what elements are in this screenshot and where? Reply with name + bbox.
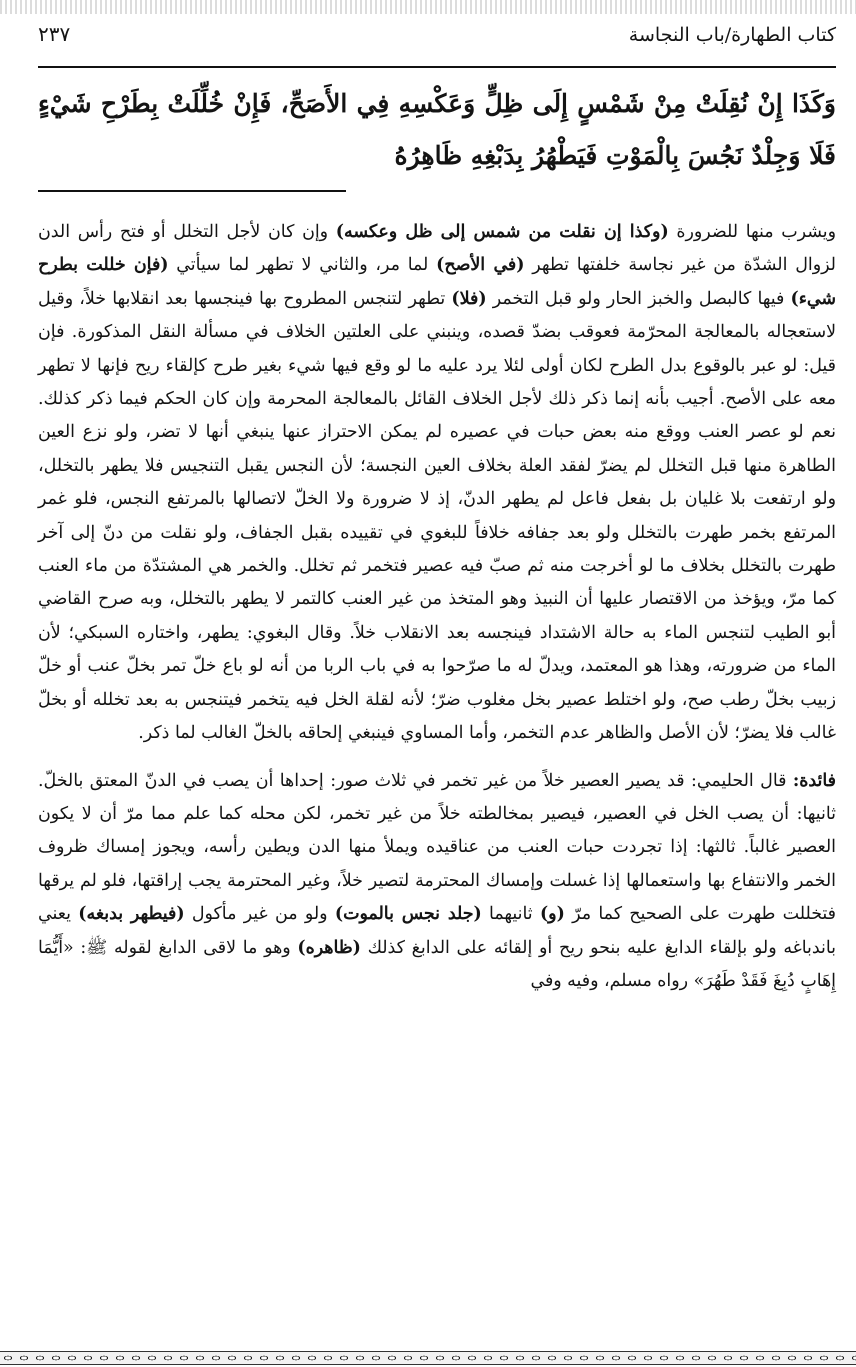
commentary-text: فيها كالبصل والخبز الحار ولو قبل التخمر [486, 288, 791, 309]
matn-quote: (فيطهر بدبغه) [78, 904, 185, 925]
top-ornamental-border [0, 0, 856, 14]
commentary-text: قال الحليمي: قد يصير العصير خلاً من غير تخمر في ثلاث صور: إحداها أن يصب في الدنّ المعتق بالخلّ. ثانيها: أن يصب الخل في العصير، فيصير بمخالطته خلاً من غير تخمر، لكن محله كما علم مما مرّ أن لا يكون العصير غالباً. ثالثها: إذا تجردت حبات العنب من عناقيده ويملأ منها الدن ويطين رأسه، ويجوز إمساك ظروف الخمر والانتفاع بها واستعمالها إذا غسلت وإمساك المحترمة لتصير خلاً، وغير المحترمة يجب إراقتها، فلو لم يرقها فتخللت طهرت على الصحيح كما مرّ [38, 770, 836, 925]
matn-text: وَكَذَا إِنْ نُقِلَتْ مِنْ شَمْسٍ إِلَى ظِلٍّ وَعَكْسِهِ فِي الأَصَحِّ، فَإِنْ خُلِّلَتْ بِطَرْحِ شَيْءٍ فَلَا وَجِلْدٌ نَجُسَ بِالْمَوْتِ فَيَطْهُرُ بِدَبْغِهِ ظَاهِرُهُ [38, 89, 836, 170]
commentary [38, 216, 836, 998]
faida-body [38, 771, 836, 991]
commentary-text: تطهر لتنجس المطروح بها فينجسها بعد انقلابها خلاً، وقيل لاستعجاله بالمعالجة المحرّمة فعوقب بضدّ قصده، وينبني على العلتين الخلاف في مسألة النقل المذكورة. فإن قيل: لو عبر بالوقوع بدل الطرح لكان أولى لئلا يرد عليه ما لو وقع فيها شيء بغير طرح كإلقاء ريح فإنها لا تطهر معه على الأصح. أجيب بأنه إنما ذكر ذلك لأجل الخلاف القائل بالمعالجة المحرمة وإن كان الحكم فيما ذكر كذلك. نعم لو عصر العنب ووقع منه بعض حبات في عصيره لم يمكن الاحتراز عنها ينبغي أنها لا تضر، ولو نزع العين الطاهرة منها قبل التخلل لم يضرّ لفقد العلة بخلاف العين النجسة؛ لأن النجس يقبل التنجيس فلا يطهر بالتخلل، ولو ارتفعت بلا غليان بل بفعل فاعل لم يطهر الدنّ، إذ لا ضرورة ولا الخلّ لاتصالها بالمرتفع النجس، فلو غمر المرتفع بخمر طهرت بالتخلل ولو بعد جفافه خلافاً للبغوي في تقييده بقبل الجفاف، ولو نقلت من دنّ إلى آخر طهرت بالتخلل بخلاف ما لو أخرجت منه ثم صبّ فيه عصير فتخمر ثم تخلل. والخمر هي المشتدّة من ماء العنب كما مرّ، ويؤخذ من الاقتصار عليها أن النبيذ وهو المتخذ من غير العنب كالتمر لا يطهر بالتخلل، وبه صرح القاضي أبو الطيب لتنجس الماء به حالة الاشتداد فينجسه بعد الانقلاب خلاً. وقال البغوي: يطهر، واختاره السبكي؛ لأن الماء من ضرورته، وهذا هو المعتمد، ويدلّ له ما صرّحوا به في باب الربا من أنه لو باع خلّ تمر بخلّ عنب أو خلّ زبيب بخلّ رطب صح، ولو اختلط عصير بخل مغلوب ضرّ؛ لأنه لقلة الخل فيه يتخمر فيتنجس به بعد تخلله أو بخلّ غالب فلا يضرّ؛ لأن الأصل والظاهر عدم التخمر، وأما المساوي فينبغي إلحاقه بالخلّ الغالب لما ذكر. [38, 288, 836, 744]
matn-quote: (في الأصح) [436, 255, 525, 276]
commentary-text: وهو ما لاقى الدابغ لقوله ﷺ: «أَيُّمَا إِهَابٍ دُبِغَ فَقَدْ طَهُرَ» رواه مسلم، وفيه وفي [38, 937, 836, 991]
faida-label: فائدة: [792, 770, 836, 791]
running-header [38, 22, 836, 68]
matn-quote: (جلد نجس بالموت) [334, 904, 482, 925]
commentary-text: وإن كان لأجل التخلل أو فتح رأس الدن لزوال الشدّة من غير نجاسة خلفتها تطهر [38, 222, 836, 276]
commentary-paragraph-faida [38, 765, 836, 999]
page-number: ٢٣٧ [38, 22, 71, 46]
matn-quote: (ظاهره) [297, 937, 361, 958]
matn-quote: (فلا) [451, 288, 487, 309]
commentary-text: ثانيهما [481, 904, 540, 925]
commentary-text: لما مر، والثاني لا تطهر لما سيأتي [168, 255, 437, 276]
commentary-text: يعني باندباغه ولو بإلقاء الدابغ عليه بنحو ريح أو إلقائه على الدابغ كذلك [38, 904, 836, 958]
commentary-paragraph-1 [38, 216, 836, 751]
matn-quote: (و) [539, 904, 565, 925]
running-title: كتاب الطهارة/باب النجاسة [628, 24, 836, 46]
book-page [38, 22, 836, 998]
bottom-ornamental-border [0, 1351, 856, 1365]
matn-separator-rule [38, 190, 346, 192]
commentary-text: ولو من غير مأكول [184, 904, 335, 925]
commentary-text: ويشرب منها للضرورة [668, 222, 836, 242]
matn-quote: (وكذا إن نقلت من شمس إلى ظل وعكسه) [335, 222, 669, 242]
matn-quote: (فإن خللت بطرح شيء) [38, 255, 837, 309]
